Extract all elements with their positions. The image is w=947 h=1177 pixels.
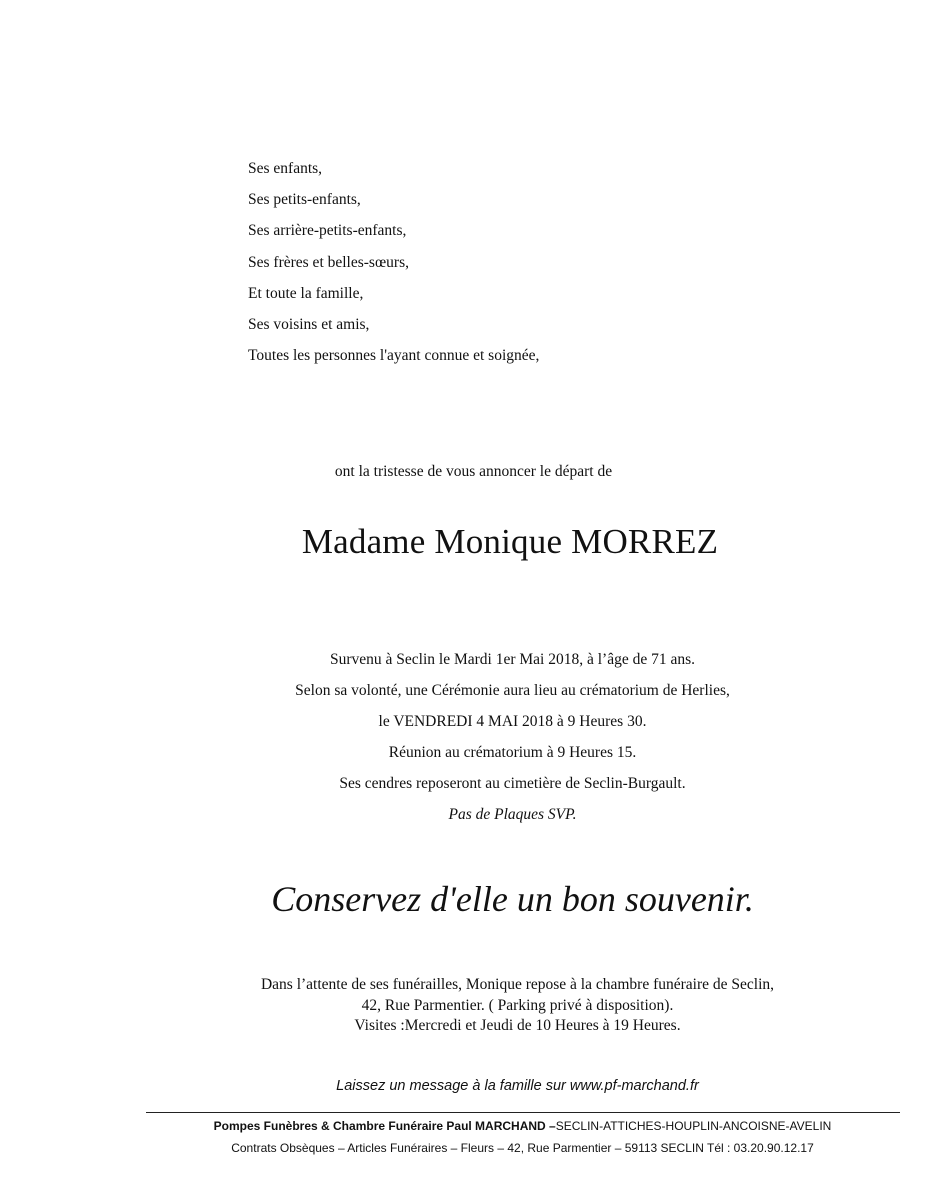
announcement-text: ont la tristesse de vous annoncer le départ de — [334, 463, 613, 480]
family-line-children: Ses enfants, — [248, 160, 323, 177]
detail-meeting-time: Réunion au crématorium à 9 Heures 15. — [388, 744, 637, 761]
detail-ceremony-place: Selon sa volonté, une Cérémonie aura lieu au crématorium de Herlies, — [295, 682, 730, 699]
ceremony-details — [0, 649, 947, 835]
memorial-motto: Conservez d'elle un bon souvenir. — [271, 879, 754, 919]
family-line-whole-family: Et toute la famille, — [248, 284, 364, 302]
resting-info — [0, 975, 947, 1037]
detail-ceremony-date: le VENDREDI 4 MAI 2018 à 9 Heures 30. — [378, 713, 647, 730]
detail-ashes-cemetery: Ses cendres reposeront au cimetière de Seclin-Burgault. — [339, 775, 686, 792]
family-line-great-grandchildren: Ses arrière-petits-enfants, — [248, 222, 407, 240]
condolence-message: Laissez un message à la famille sur www.pf-marchand.fr — [336, 1078, 699, 1094]
family-list — [248, 158, 748, 376]
detail-no-plaques: Pas de Plaques SVP. — [448, 806, 577, 823]
footer-company-name: Pompes Funèbres & Chambre Funéraire Paul MARCHAND – — [213, 1119, 556, 1133]
family-line-siblings-in-law: Ses frères et belles-sœurs, — [248, 253, 409, 271]
family-line-neighbours-friends: Ses voisins et amis, — [248, 315, 370, 333]
resting-line-address: 42, Rue Parmentier. ( Parking privé à disposition). — [361, 996, 674, 1014]
family-line-caregivers: Toutes les personnes l'ayant connue et soignée, — [248, 347, 540, 365]
detail-death-info: Survenu à Seclin le Mardi 1er Mai 2018, à l’âge de 71 ans. — [329, 651, 695, 668]
footer-towns: SECLIN-ATTICHES-HOUPLIN-ANCOISNE-AVELIN — [555, 1119, 832, 1133]
footer-company-line — [0, 1119, 947, 1133]
deceased-name: Madame Monique MORREZ — [301, 522, 719, 561]
family-line-grandchildren: Ses petits-enfants, — [248, 191, 361, 209]
footer-divider — [146, 1112, 900, 1113]
resting-line-visits: Visites :Mercredi et Jeudi de 10 Heures à 19 Heures. — [354, 1017, 681, 1034]
resting-line-chamber: Dans l’attente de ses funérailles, Monique repose à la chambre funéraire de Seclin, — [260, 976, 774, 993]
footer-services-line: Contrats Obsèques – Articles Funéraires – Fleurs – 42, Rue Parmentier – 59113 SECLIN Tél : 03.20.90.12.17 — [231, 1141, 814, 1155]
